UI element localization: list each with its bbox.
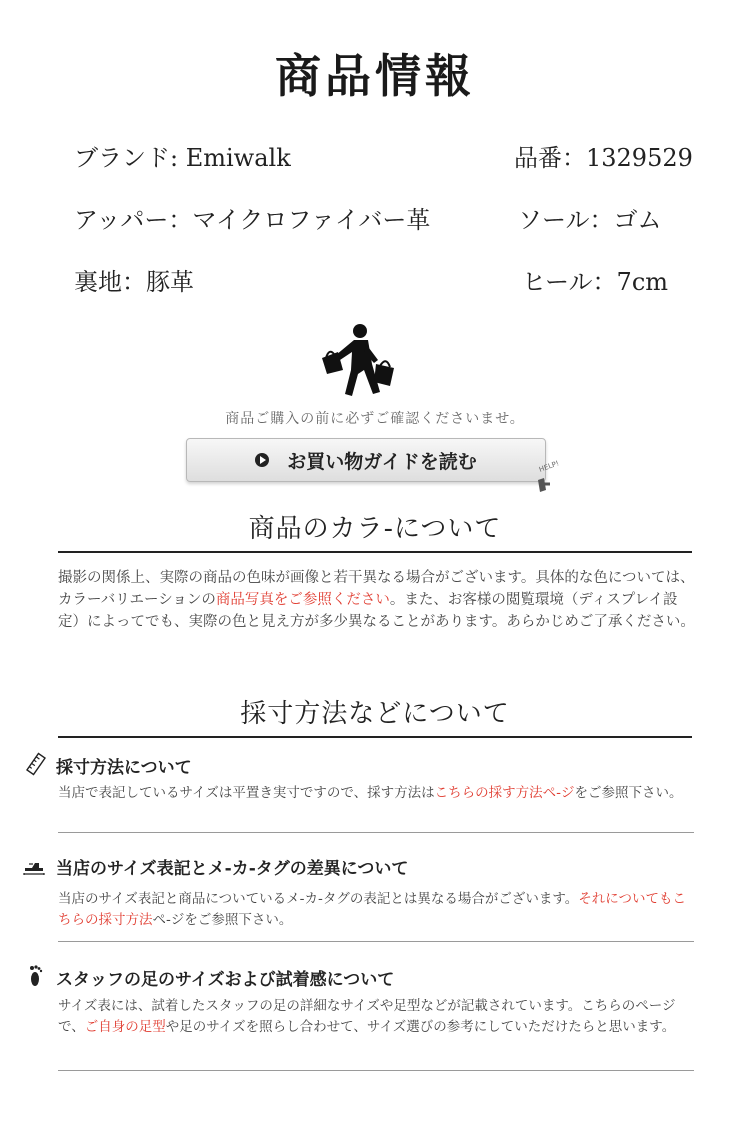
divider: [58, 941, 694, 942]
ruler-icon: [24, 752, 48, 776]
spec-heel: ヒール：7cm: [522, 268, 669, 296]
color-section-text: 撮影の関係上、実際の商品の色味が画像と若干異なる場合がございます。具体的な色については、カラーバリエーションの商品写真をご参照ください。また、お客様の閲覧環境（ディスプレイ設定）によってでも、実際の色と見え方が多少異なることがあります。あらかじめご了承ください。: [58, 570, 695, 630]
footprint-icon: [24, 963, 48, 987]
measure-item-heading: 採寸方法について: [56, 758, 192, 778]
measure-item-text: 当店で表記しているサイズは平置き実寸ですので、採す方法はこちらの採す方法ペ-ジをご参照下さい。: [58, 785, 683, 801]
help-tag-icon: [528, 458, 568, 498]
measure-method-link[interactable]: こちらの採す方法ペ-ジ: [434, 785, 575, 801]
size-tag-difference-heading: 当店のサイズ表記とメ-カ-タグの差異について: [56, 859, 409, 879]
shopping-guide-button[interactable]: [186, 438, 546, 482]
size-tag-difference-text: 当店のサイズ表記と商品についているメ-カ-タグの表記とは異なる場合がございます。それについてもこちらの採寸方法ペ-ジをご参照下さい。: [58, 891, 687, 928]
play-circle-icon: [255, 453, 269, 467]
shoe-measure-icon: [22, 854, 46, 878]
staff-fit-heading: スタッフの足のサイズおよび試着感について: [56, 970, 395, 990]
help-label: HELP!: [537, 459, 561, 474]
staff-fit-text: サイズ表には、試着したスタッフの足の詳細なサイズや足型などが記載されています。こちらのページで、ご自身の足型や足のサイズを照らし合わせて、サイズ選びの参考にしていただけたらと思います。: [58, 998, 676, 1035]
measure-section-title: 採寸方法などについて: [240, 699, 510, 729]
purchase-notice: 商品ご購入の前に必ずご確認くださいませ。: [225, 411, 525, 427]
product-photo-link[interactable]: 商品写真をご参照ください: [215, 592, 390, 608]
shopping-guide-label: お買い物ガイドを読む: [287, 450, 477, 473]
own-foot-shape-link[interactable]: ご自身の足型: [84, 1019, 166, 1035]
color-section-title: 商品のカラ-について: [248, 514, 502, 544]
spec-lining: 裏地：豚革: [74, 268, 194, 296]
spec-sole: ソール：ゴム: [518, 206, 662, 234]
spec-upper: アッパー：マイクロファイバー革: [74, 206, 431, 234]
measure-method-link-2[interactable]: それについてもこちらの採寸方法: [58, 891, 687, 928]
page-title: 商品情報: [275, 49, 475, 103]
spec-item-number: 品番：1329529: [514, 144, 693, 172]
color-section-divider: [58, 551, 692, 553]
divider: [58, 832, 694, 833]
measure-section-divider: [58, 736, 692, 738]
spec-brand: ブランド: Emiwalk: [74, 144, 291, 172]
shopper-with-bags-icon: [318, 322, 398, 402]
divider: [58, 1070, 694, 1071]
